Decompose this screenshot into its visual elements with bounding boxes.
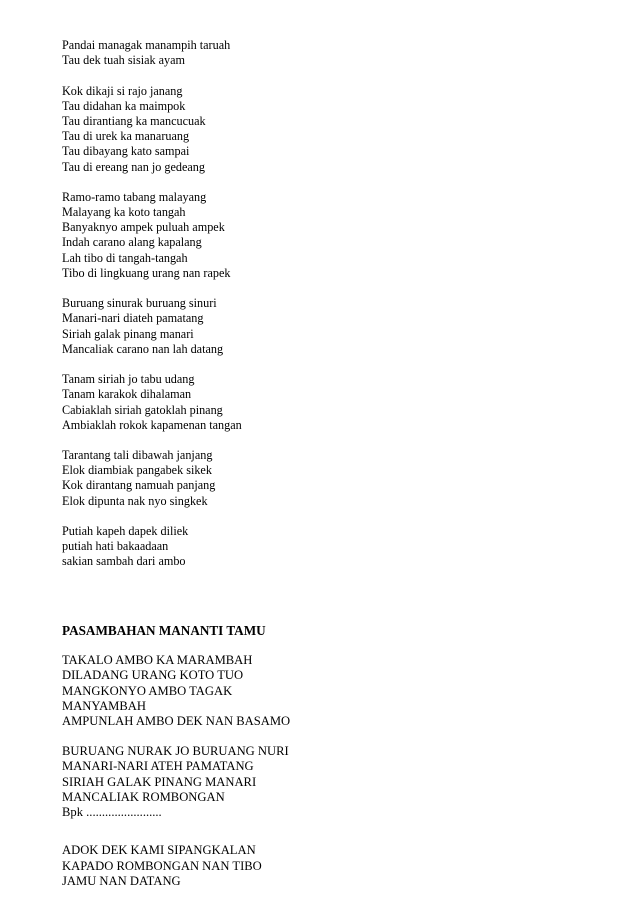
verse-line: Pandai managak manampih taruah: [62, 38, 231, 52]
verse-line: Tau didahan ka maimpok: [62, 98, 186, 113]
verse-line: Cabiaklah siriah gatoklah pinang: [62, 402, 223, 417]
stanza: [62, 653, 602, 729]
verse-line: SIRIAH GALAK PINANG MANARI: [62, 774, 257, 789]
verse-line: Tau di ereang nan jo gedeang: [62, 159, 205, 174]
verse-line: MANARI-NARI ATEH PAMATANG: [62, 759, 254, 774]
spacer: [62, 835, 602, 843]
verse-line: Elok dipunta nak nyo singkek: [62, 493, 208, 508]
verse-line: Tarantang tali dibawah janjang: [62, 448, 213, 463]
verse-line: BURUANG NURAK JO BURUANG NURI: [62, 744, 289, 759]
verse-line: Malayang ka koto tangah: [62, 205, 186, 220]
stanza: [62, 38, 602, 68]
verse-line: Tibo di lingkuang urang nan rapek: [62, 265, 231, 280]
stanza: [62, 372, 602, 433]
verse-line: MANGKONYO AMBO TAGAK: [62, 683, 233, 698]
stanza: [62, 84, 602, 175]
verse-line: putiah hati bakaadaan: [62, 539, 169, 554]
verse-line: Ramo-ramo tabang malayang: [62, 189, 207, 204]
verse-line: Siriah galak pinang manari: [62, 326, 194, 341]
verse-line: Tau dirantiang ka mancucuak: [62, 113, 206, 128]
verse-line: Indah carano alang kapalang: [62, 235, 202, 250]
verse-line: Elok diambiak pangabek sikek: [62, 463, 212, 478]
verse-line: Lah tibo di tangah-tangah: [62, 250, 188, 265]
verse-line: ADOK DEK KAMI SIPANGKALAN: [62, 843, 256, 858]
verse-line: DILADANG URANG KOTO TUO: [62, 668, 244, 683]
verse-line: Kok dikaji si rajo janang: [62, 83, 183, 98]
verse-line: Buruang sinurak buruang sinuri: [62, 296, 217, 311]
poem-body: [62, 38, 602, 570]
section-spacer: [62, 585, 602, 623]
document-page: [62, 38, 602, 904]
stanza: [62, 190, 602, 281]
stanza: [62, 843, 602, 889]
verse-line: Tau dibayang kato sampai: [62, 144, 190, 159]
verse-line: Mancaliak carano nan lah datang: [62, 341, 224, 356]
stanza: [62, 524, 602, 570]
verse-line: Banyaknyo ampek puluah ampek: [62, 220, 225, 235]
stanza: [62, 296, 602, 357]
verse-line: Tanam karakok dihalaman: [62, 387, 192, 402]
verse-line: Putiah kapeh dapek diliek: [62, 524, 189, 538]
verse-line: Tau di urek ka manaruang: [62, 129, 190, 144]
stanza: [62, 448, 602, 509]
verse-line: MANCALIAK ROMBONGAN: [62, 789, 225, 804]
verse-line: Kok dirantang namuah panjang: [62, 478, 216, 493]
section-body: [62, 653, 602, 889]
verse-line: AMPUNLAH AMBO DEK NAN BASAMO: [62, 713, 291, 728]
verse-line: Manari-nari diateh pamatang: [62, 311, 204, 326]
verse-line: Tau dek tuah sisiak ayam: [62, 53, 186, 68]
verse-line: MANYAMBAH: [62, 698, 146, 713]
stanza: [62, 744, 602, 820]
verse-line: sakian sambah dari ambo: [62, 554, 186, 569]
verse-line: KAPADO ROMBONGAN NAN TIBO: [62, 858, 262, 873]
verse-line: Ambiaklah rokok kapamenan tangan: [62, 417, 242, 432]
verse-line: TAKALO AMBO KA MARAMBAH: [62, 653, 253, 668]
section-heading: PASAMBAHAN MANANTI TAMU: [62, 622, 266, 638]
verse-line: JAMU NAN DATANG: [62, 873, 181, 888]
verse-line: Bpk ........................: [62, 805, 162, 819]
verse-line: Tanam siriah jo tabu udang: [62, 372, 195, 387]
